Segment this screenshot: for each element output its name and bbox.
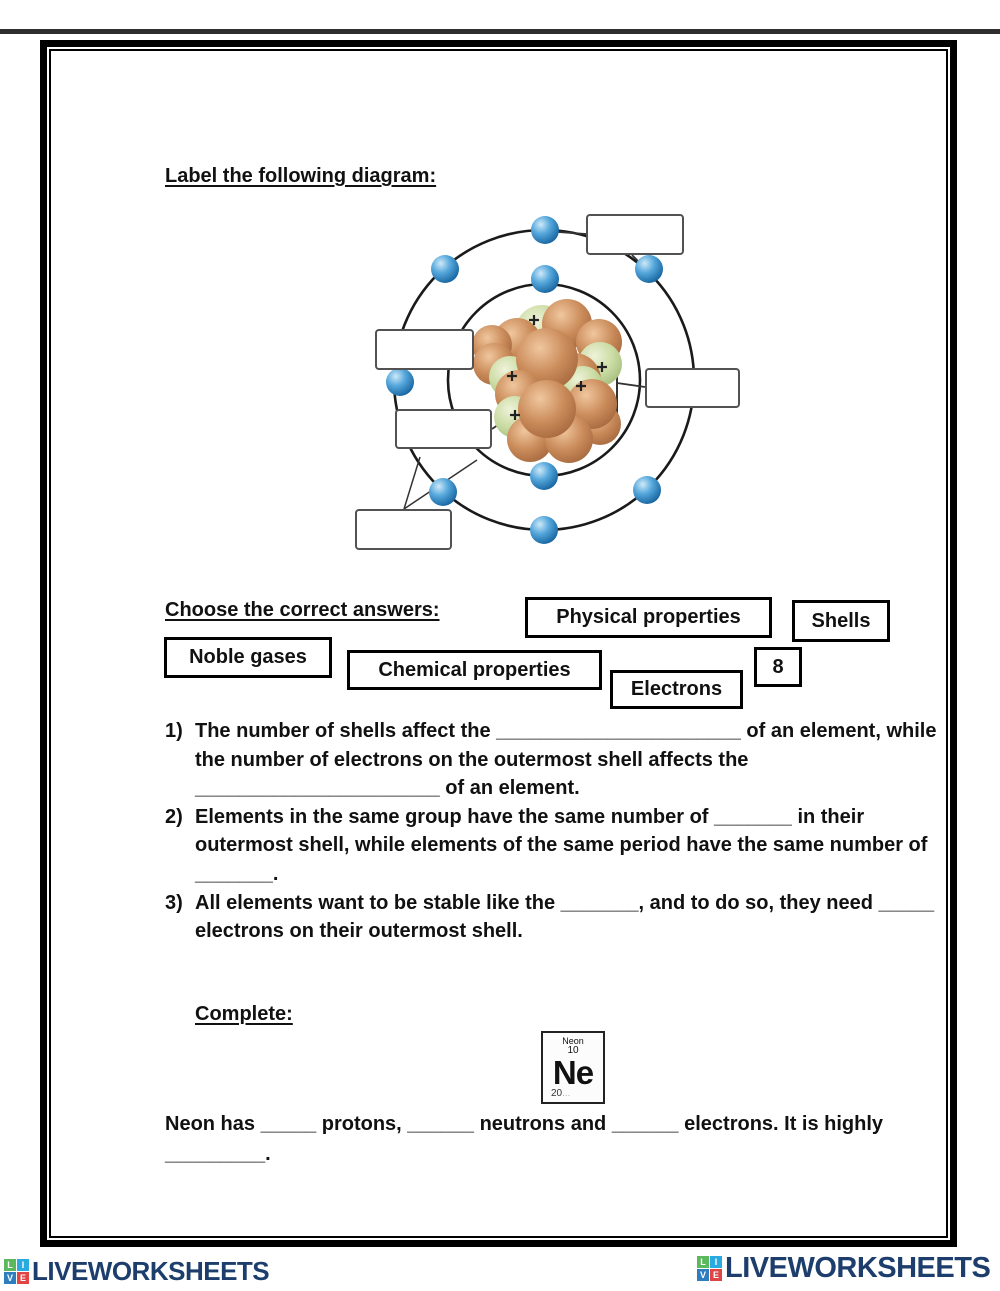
- option-8[interactable]: 8: [754, 647, 802, 687]
- question-2-text: Elements in the same group have the same number of _______ in their outermost shell, while elements of the same period have the same number of _______.: [195, 805, 928, 885]
- option-shells[interactable]: Shells: [792, 600, 890, 642]
- logo-square-l: L: [697, 1256, 709, 1268]
- liveworksheets-wordmark: LIVEWORKSHEETS: [725, 1252, 991, 1284]
- question-3-text: All elements want to be stable like the _______, and to do so, they need _____ electrons on their outermost shell.: [195, 891, 935, 943]
- question-3: [165, 889, 937, 946]
- diagram-label-box-electron[interactable]: [586, 214, 684, 255]
- liveworksheets-footer-left: [4, 1256, 269, 1287]
- element-name: Neon: [562, 1036, 584, 1046]
- logo-square-i: I: [17, 1259, 29, 1271]
- questions-list: [165, 717, 937, 946]
- option-physical-properties[interactable]: Physical properties: [525, 597, 772, 638]
- question-3-number: 3): [165, 891, 183, 914]
- logo-square-l: L: [4, 1259, 16, 1271]
- page-top-shadow: [0, 29, 1000, 34]
- liveworksheets-footer-right: [697, 1252, 990, 1285]
- option-chemical-properties[interactable]: Chemical properties: [347, 650, 602, 690]
- question-2-number: 2): [165, 805, 183, 828]
- element-atomic-number: 10: [567, 1045, 579, 1056]
- logo-square-e: E: [710, 1269, 722, 1281]
- logo-square-i: I: [710, 1256, 722, 1268]
- liveworksheets-logo-icon: [697, 1256, 722, 1281]
- label-diagram-heading: Label the following diagram:: [165, 165, 437, 187]
- liveworksheets-logo-icon: [4, 1259, 29, 1284]
- question-2: [165, 803, 937, 889]
- element-symbol: Ne: [552, 1054, 594, 1091]
- element-mass: 20...: [551, 1088, 571, 1099]
- choose-answers-heading: Choose the correct answers:: [165, 599, 440, 621]
- worksheet-frame: [40, 40, 957, 1247]
- neon-element-tile: [541, 1031, 605, 1104]
- atom-diagram: [342, 205, 762, 583]
- liveworksheets-wordmark: LIVEWORKSHEETS: [32, 1256, 270, 1286]
- logo-square-v: V: [4, 1272, 16, 1284]
- diagram-label-box-neutron[interactable]: [395, 409, 492, 449]
- option-electrons[interactable]: Electrons: [610, 670, 743, 709]
- question-1: [165, 717, 937, 803]
- diagram-label-box-proton[interactable]: [375, 329, 474, 370]
- question-1-text: The number of shells affect the ______________________ of an element, while the number of electrons on the outermost shell affects the ______________________ of an element.: [195, 720, 937, 800]
- complete-heading: Complete:: [195, 1003, 293, 1025]
- diagram-label-box-shells[interactable]: [355, 509, 452, 550]
- diagram-label-box-nucleus[interactable]: [645, 368, 740, 408]
- option-noble-gases[interactable]: Noble gases: [164, 637, 332, 678]
- question-1-number: 1): [165, 720, 183, 742]
- logo-square-v: V: [697, 1269, 709, 1281]
- logo-square-e: E: [17, 1272, 29, 1284]
- complete-sentence: Neon has _____ protons, ______ neutrons and ______ electrons. It is highly _________.: [165, 1113, 884, 1165]
